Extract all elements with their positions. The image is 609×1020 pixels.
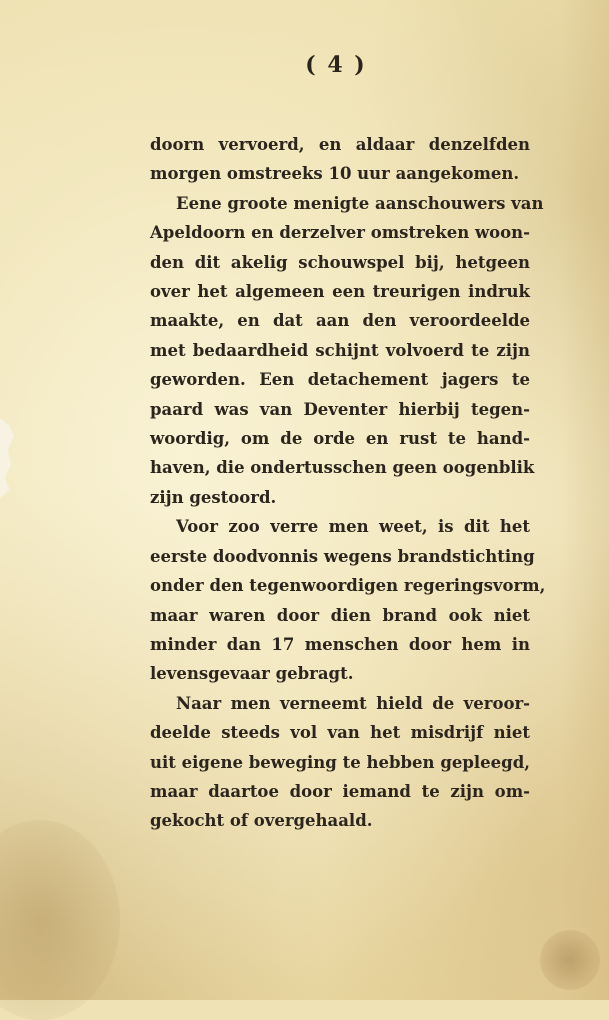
text-line: maar daartoe door iemand te zijn om-: [150, 781, 530, 801]
text-line: Eene groote menigte aanschouwers van: [176, 193, 544, 213]
paper-stain: [560, 0, 609, 1000]
text-line: onder den tegenwoordigen regeringsvorm,: [150, 576, 546, 596]
text-line: Apeldoorn en derzelver omstreken woon-: [150, 223, 531, 243]
paragraph-4: [150, 689, 530, 836]
text-line: maar waren door dien brand ook niet: [150, 605, 530, 625]
text-line: over het algemeen een treurigen indruk: [150, 282, 530, 302]
text-line: maakte, en dat aan den veroordeelde: [150, 311, 530, 331]
paragraph-2: [150, 189, 544, 512]
paper-stain: [540, 930, 600, 990]
text-line: paard was van Deventer hierbij tegen-: [150, 399, 530, 419]
text-line: Voor zoo verre men weet, is dit het: [176, 517, 530, 537]
text-line: den dit akelig schouwspel bij, hetgeen: [150, 252, 530, 272]
text-line: haven, die ondertusschen geen oogenblik: [150, 458, 535, 478]
body-text: [150, 130, 546, 836]
text-line: deelde steeds vol van het misdrijf niet: [150, 723, 530, 743]
text-line: uit eigene beweging te hebben gepleegd,: [150, 752, 530, 772]
page-tear: [0, 418, 14, 498]
page-number: ( 4 ): [305, 52, 367, 78]
paragraph-3: [150, 512, 546, 688]
paragraph-1: [150, 130, 530, 189]
paper-stain: [0, 820, 120, 1020]
text-line: geworden. Een detachement jagers te: [150, 370, 530, 390]
text-line: zijn gestoord.: [150, 487, 277, 507]
text-line: gekocht of overgehaald.: [150, 811, 373, 831]
text-line: levensgevaar gebragt.: [150, 664, 354, 684]
text-line: doorn vervoerd, en aldaar denzelfden: [150, 135, 530, 154]
text-line: Naar men verneemt hield de veroor-: [176, 693, 530, 713]
text-line: woordig, om de orde en rust te hand-: [150, 429, 530, 449]
text-line: minder dan 17 menschen door hem in: [150, 634, 530, 654]
text-line: met bedaardheid schijnt volvoerd te zijn: [150, 340, 530, 360]
text-line: morgen omstreeks 10 uur aangekomen.: [150, 164, 520, 184]
text-line: eerste doodvonnis wegens brandstichting: [150, 546, 535, 566]
